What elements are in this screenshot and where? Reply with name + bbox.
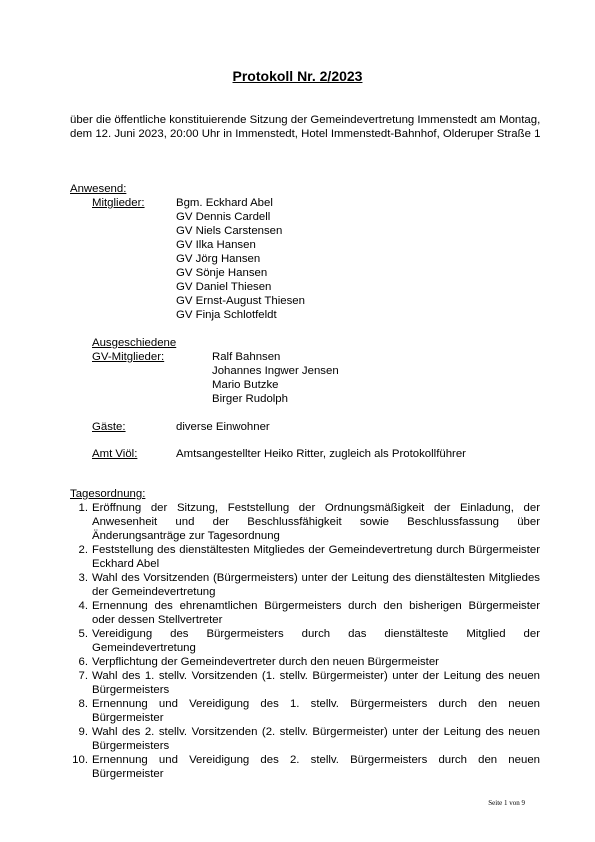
page-number: Seite 1 von 9 xyxy=(488,799,525,807)
agenda-item xyxy=(70,501,540,543)
guests-value: diverse Einwohner xyxy=(176,421,270,433)
agenda-item-number: 3. xyxy=(78,572,88,584)
agenda-item-text: Eröffnung der Sitzung, Feststellung der Ordnungsmäßigkeit der Einladung, der Anwesenheit und der Beschlussfähigkeit sowie Beschlussfassung über Änderungsanträge zur Tagesordnung xyxy=(92,502,540,542)
agenda-item-text: Vereidigung des Bürgermeisters durch das dienstälteste Mitglied der Gemeindevertretung xyxy=(92,628,540,654)
agenda-item xyxy=(70,627,540,655)
former-member-item: Mario Butzke xyxy=(212,379,279,391)
agenda-item-text: Verpflichtung der Gemeindevertreter durch den neuen Bürgermeister xyxy=(92,656,439,668)
members-label: Mitglieder: xyxy=(92,197,145,209)
agenda-item-text: Ernennung und Vereidigung des 2. stellv. Bürgermeisters durch den neuen Bürgermeister xyxy=(92,754,540,780)
agenda-item xyxy=(70,753,540,781)
former-members-label-line2: GV-Mitglieder: xyxy=(92,351,165,363)
member-item: GV Dennis Cardell xyxy=(176,211,271,223)
member-item: GV Ernst-August Thiesen xyxy=(176,295,305,307)
agenda-item xyxy=(70,669,540,697)
agenda-item-text: Ernennung des ehrenamtlichen Bürgermeisters durch den bisherigen Bürgermeister oder dessen Stellvertreter xyxy=(92,600,540,626)
agenda-item-number: 10. xyxy=(72,754,88,766)
guests-label: Gäste: xyxy=(92,421,126,433)
agenda-item-number: 9. xyxy=(78,726,88,738)
agenda-item-text: Wahl des 1. stellv. Vorsitzenden (1. stellv. Bürgermeister) unter der Leitung des neuen Bürgermeisters xyxy=(92,670,540,696)
agenda-item xyxy=(70,599,540,627)
agenda-item xyxy=(70,725,540,753)
member-item: GV Ilka Hansen xyxy=(176,239,256,251)
agenda-item xyxy=(70,543,540,571)
attendance-heading: Anwesend: xyxy=(70,183,127,195)
intro-paragraph: über die öffentliche konstituierende Sitzung der Gemeindevertretung Immenstedt am Montag, dem 12. Juni 2023, 20:00 Uhr in Immenstedt, Hotel Immenstedt-Bahnhof, Olderuper Straße 1 xyxy=(70,114,541,140)
agenda-item-text: Ernennung und Vereidigung des 1. stellv. Bürgermeisters durch den neuen Bürgermeister xyxy=(92,698,540,724)
agenda-item-number: 1. xyxy=(78,502,88,514)
former-member-item: Birger Rudolph xyxy=(212,393,288,405)
former-member-item: Ralf Bahnsen xyxy=(212,351,281,363)
agenda-item-text: Feststellung des dienstältesten Mitgliedes der Gemeindevertretung durch Bürgermeister Eckhard Abel xyxy=(92,544,540,570)
agenda-list xyxy=(70,501,540,781)
agenda-item-number: 6. xyxy=(78,656,88,668)
agenda-item xyxy=(70,571,540,599)
agenda-item xyxy=(70,697,540,725)
member-item: GV Sönje Hansen xyxy=(176,267,268,279)
agenda-item-text: Wahl des Vorsitzenden (Bürgermeisters) unter der Leitung des dienstältesten Mitgliedes der Gemeindevertretung xyxy=(92,572,540,598)
former-members-label-line1: Ausgeschiedene xyxy=(92,337,177,349)
agenda-item xyxy=(70,655,540,669)
agenda-item-number: 7. xyxy=(78,670,88,682)
document-title: Protokoll Nr. 2/2023 xyxy=(232,68,363,84)
member-item: GV Niels Carstensen xyxy=(176,225,283,237)
agenda-item-number: 8. xyxy=(78,698,88,710)
agenda-item-number: 5. xyxy=(78,628,88,640)
agenda-item-number: 4. xyxy=(78,600,88,612)
agenda-heading: Tagesordnung: xyxy=(70,488,146,500)
agenda-item-number: 2. xyxy=(78,544,88,556)
agenda-item-text: Wahl des 2. stellv. Vorsitzenden (2. stellv. Bürgermeister) unter der Leitung des neuen Bürgermeisters xyxy=(92,726,540,752)
agenda-section xyxy=(70,487,540,781)
member-item: GV Finja Schlotfeldt xyxy=(176,309,277,321)
member-item: Bgm. Eckhard Abel xyxy=(176,197,273,209)
member-item: GV Daniel Thiesen xyxy=(176,281,272,293)
member-item: GV Jörg Hansen xyxy=(176,253,261,265)
former-member-item: Johannes Ingwer Jensen xyxy=(212,365,339,377)
office-label: Amt Viöl: xyxy=(92,448,138,460)
office-value: Amtsangestellter Heiko Ritter, zugleich als Protokollführer xyxy=(176,448,466,460)
